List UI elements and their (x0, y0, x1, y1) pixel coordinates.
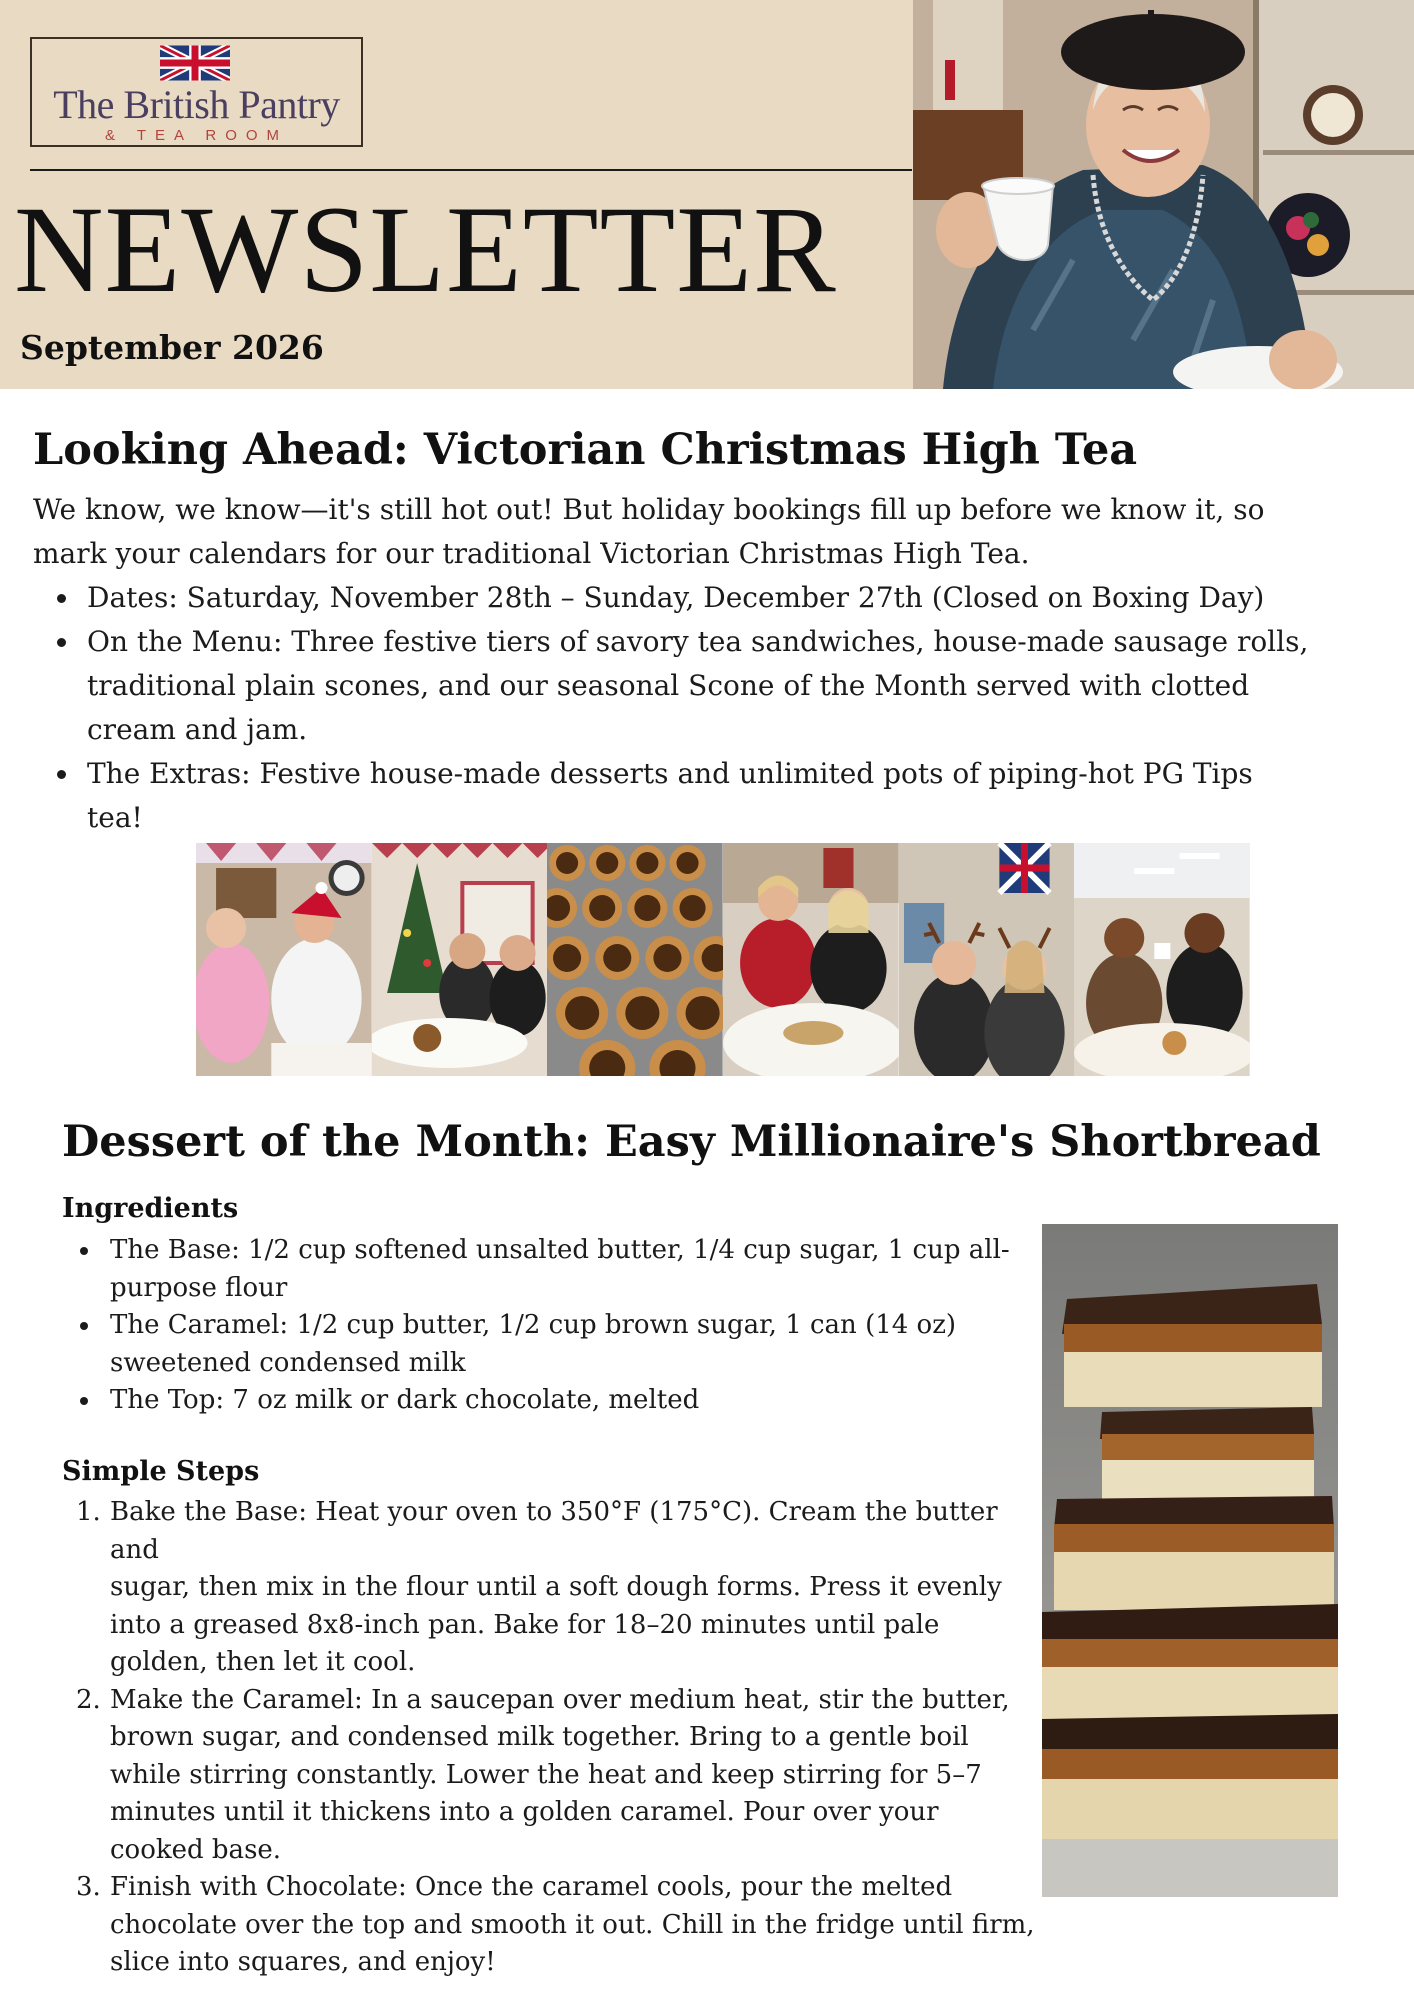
step-number: 1. (76, 1497, 101, 1527)
list-item-text: traditional plain scones, and our seasonal Scone of the Month served with clotted (87, 669, 1250, 702)
step-text: sugar, then mix in the flour until a soft dough forms. Press it evenly (110, 1572, 1002, 1602)
step-text: into a greased 8x8-inch pan. Bake for 18–20 minutes until pale (110, 1609, 940, 1640)
steps-title: Simple Steps (62, 1456, 260, 1487)
intro-line: mark your calendars for our traditional Victorian Christmas High Tea. (33, 537, 1030, 570)
issue-date: September 2026 (20, 328, 324, 367)
list-item-text: cream and jam. (87, 713, 308, 746)
list-item (33, 576, 1403, 620)
hero-photo (913, 0, 1414, 389)
step-item (62, 1869, 1042, 1982)
step-number: 2. (76, 1684, 101, 1715)
shortbread-photo (1042, 1224, 1338, 1897)
christmas-details-list (33, 576, 1403, 840)
step-text: slice into squares, and enjoy! (110, 1947, 496, 1977)
collage-photo-tree-table (372, 843, 548, 1076)
collage-photo-two-guests (723, 843, 899, 1076)
step-item (62, 1494, 1042, 1682)
collage-photo-reindeer-guests (899, 843, 1075, 1076)
step-text: golden, then let it cool. (110, 1647, 416, 1677)
list-item-text: The Base: 1/2 cup softened unsalted butter, 1/4 cup sugar, 1 cup all- (110, 1235, 1010, 1265)
photo-collage (196, 843, 1250, 1076)
collage-photo-butter-tarts (547, 843, 723, 1076)
step-text: Bake the Base: Heat your oven to 350°F (175°C). Cream the butter and (110, 1497, 998, 1565)
list-item-text: purpose flour (110, 1272, 288, 1303)
dessert-heading: Dessert of the Month: Easy Millionaire's Shortbread (62, 1117, 1321, 1167)
step-text: Finish with Chocolate: Once the caramel cools, pour the melted (110, 1872, 953, 1902)
logo (30, 37, 363, 147)
list-item-text: Dates: Saturday, November 28th – Sunday, December 27th (Closed on Boxing Day) (87, 581, 1265, 614)
step-text: chocolate over the top and smooth it out. Chill in the fridge until firm, (110, 1909, 1035, 1940)
logo-name: The British Pantry (53, 82, 340, 127)
newsletter-title: NEWSLETTER (14, 181, 837, 318)
steps-list (62, 1494, 1042, 1982)
list-item (33, 752, 1403, 840)
logo-subtitle: & TEA ROOM (104, 127, 289, 144)
header-divider (30, 169, 912, 171)
newsletter-header (0, 0, 1414, 389)
list-item (62, 1307, 1022, 1382)
step-text: minutes until it thickens into a golden caramel. Pour over your (110, 1797, 939, 1827)
list-item-text: The Caramel: 1/2 cup butter, 1/2 cup brown sugar, 1 can (14 oz) (110, 1310, 957, 1340)
list-item (62, 1232, 1022, 1307)
list-item-text: tea! (87, 801, 143, 834)
step-text: while stirring constantly. Lower the heat and keep stirring for 5–7 (110, 1759, 982, 1790)
list-item (62, 1382, 1022, 1420)
list-item (33, 620, 1403, 752)
step-item (62, 1682, 1042, 1870)
christmas-heading: Looking Ahead: Victorian Christmas High Tea (33, 425, 1138, 475)
collage-photo-santa-guests (196, 843, 372, 1076)
list-item-text: On the Menu: Three festive tiers of savory tea sandwiches, house-made sausage rolls, (87, 625, 1309, 658)
christmas-intro (33, 488, 1393, 576)
step-text: cooked base. (110, 1834, 282, 1865)
ingredients-title: Ingredients (62, 1193, 239, 1224)
collage-photo-cheers-guests (1074, 843, 1250, 1076)
ingredients-list (62, 1232, 1022, 1420)
list-item-text: The Top: 7 oz milk or dark chocolate, melted (110, 1385, 700, 1415)
list-item-text: sweetened condensed milk (110, 1347, 466, 1378)
step-text: Make the Caramel: In a saucepan over medium heat, stir the butter, (110, 1684, 1010, 1715)
list-item-text: The Extras: Festive house-made desserts and unlimited pots of piping-hot PG Tips (87, 757, 1253, 790)
step-text: brown sugar, and condensed milk together. Bring to a gentle boil (110, 1722, 969, 1752)
union-jack-icon (160, 44, 230, 82)
step-number: 3. (76, 1872, 101, 1902)
intro-line: We know, we know—it's still hot out! But holiday bookings fill up before we know it, so (33, 493, 1265, 526)
